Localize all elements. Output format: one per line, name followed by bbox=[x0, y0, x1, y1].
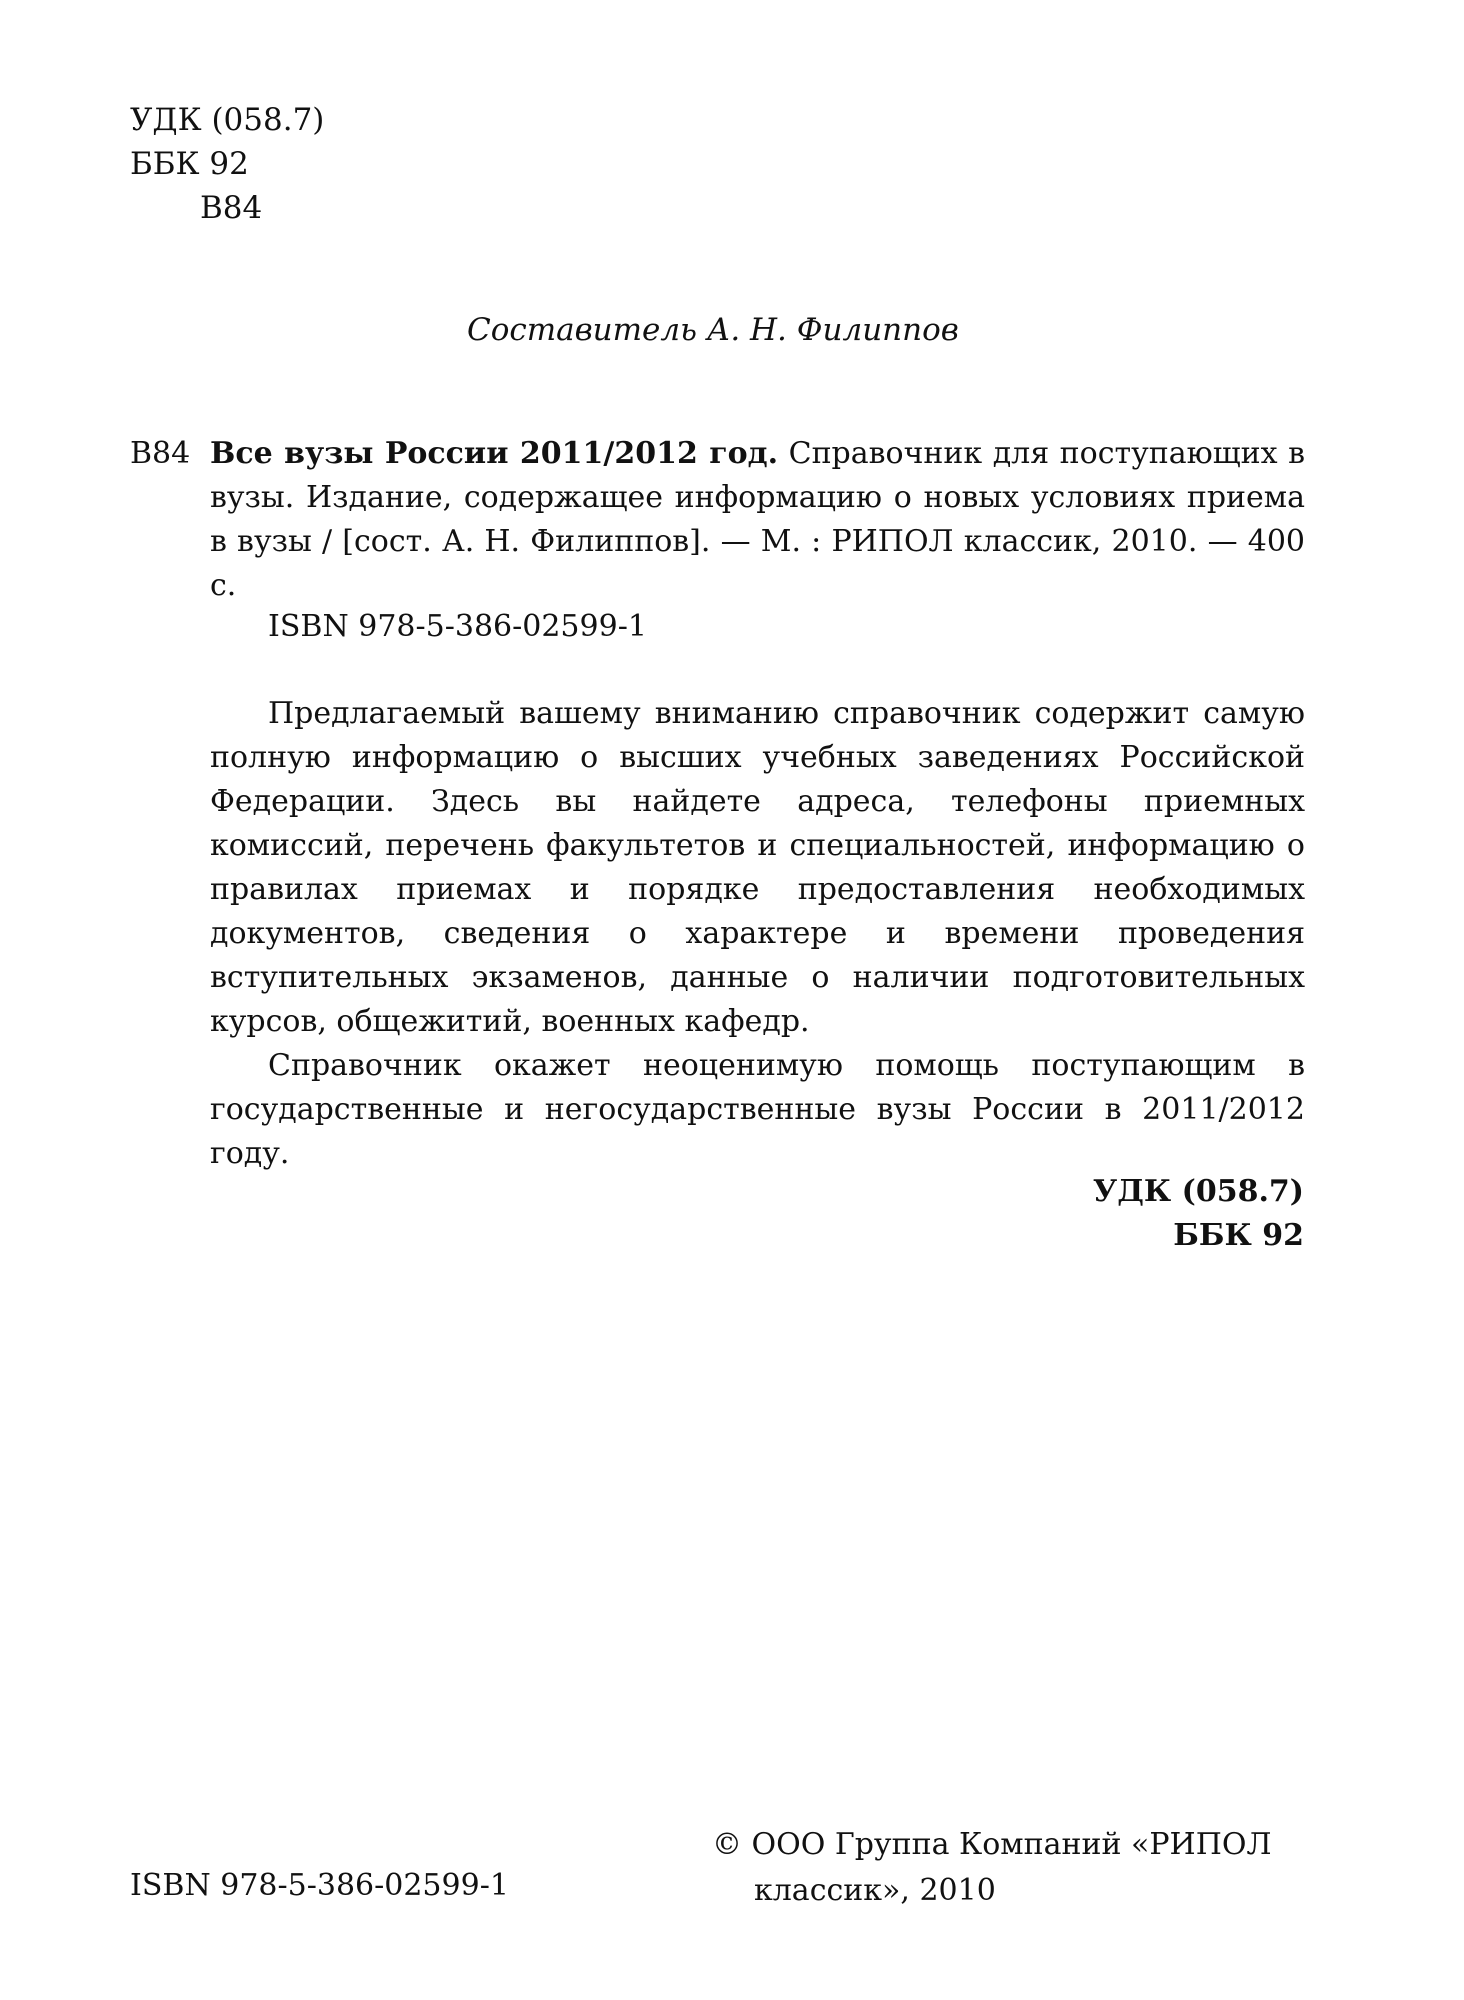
copyright-notice bbox=[712, 1822, 1272, 1914]
header-udk-code: УДК (058.7) bbox=[130, 102, 325, 138]
header-author-mark: В84 bbox=[200, 190, 263, 226]
annotation-paragraph: Справочник окажет неоценимую помощь поступающим в государственные и негосударственные вузы России в 2011/2012 году. bbox=[210, 1048, 1305, 1171]
compiler-line: Составитель А. Н. Филиппов bbox=[467, 312, 959, 348]
classification-block bbox=[1093, 1170, 1304, 1258]
annotation bbox=[210, 692, 1305, 1176]
catalog-entry-description: Справочник для поступающих в вузы. Издание, содержащее информацию о новых условиях приема в вузы / [сост. А. Н. Филиппов]. — М. : РИПОЛ классик, 2010. — 400 с. bbox=[210, 436, 1305, 603]
catalog-entry-author-mark: В84 bbox=[130, 436, 191, 471]
book-title: Все вузы России 2011/2012 год. bbox=[210, 436, 779, 471]
classification-bbk: ББК 92 bbox=[1173, 1218, 1304, 1253]
copyright-line: классик», 2010 bbox=[754, 1873, 996, 1908]
catalog-entry-text bbox=[210, 432, 1305, 608]
annotation-paragraph: Предлагаемый вашему вниманию справочник содержит самую полную информацию о высших учебных заведениях Российской Федерации. Здесь вы найдете адреса, телефоны приемных комиссий, перечень факультетов и специальностей, информацию о правилах приемах и порядке предоставления необходимых документов, сведения о характере и времени проведения вступительных экзаменов, данные о наличии подготовительных курсов, общежитий, военных кафедр. bbox=[210, 696, 1305, 1039]
footer-isbn: ISBN 978-5-386-02599-1 bbox=[130, 1868, 509, 1903]
classification-udk: УДК (058.7) bbox=[1092, 1174, 1304, 1209]
copyright-line: © ООО Группа Компаний «РИПОЛ bbox=[712, 1827, 1272, 1862]
isbn-entry: ISBN 978-5-386-02599-1 bbox=[268, 609, 647, 644]
header-bbk-code: ББК 92 bbox=[130, 146, 249, 182]
